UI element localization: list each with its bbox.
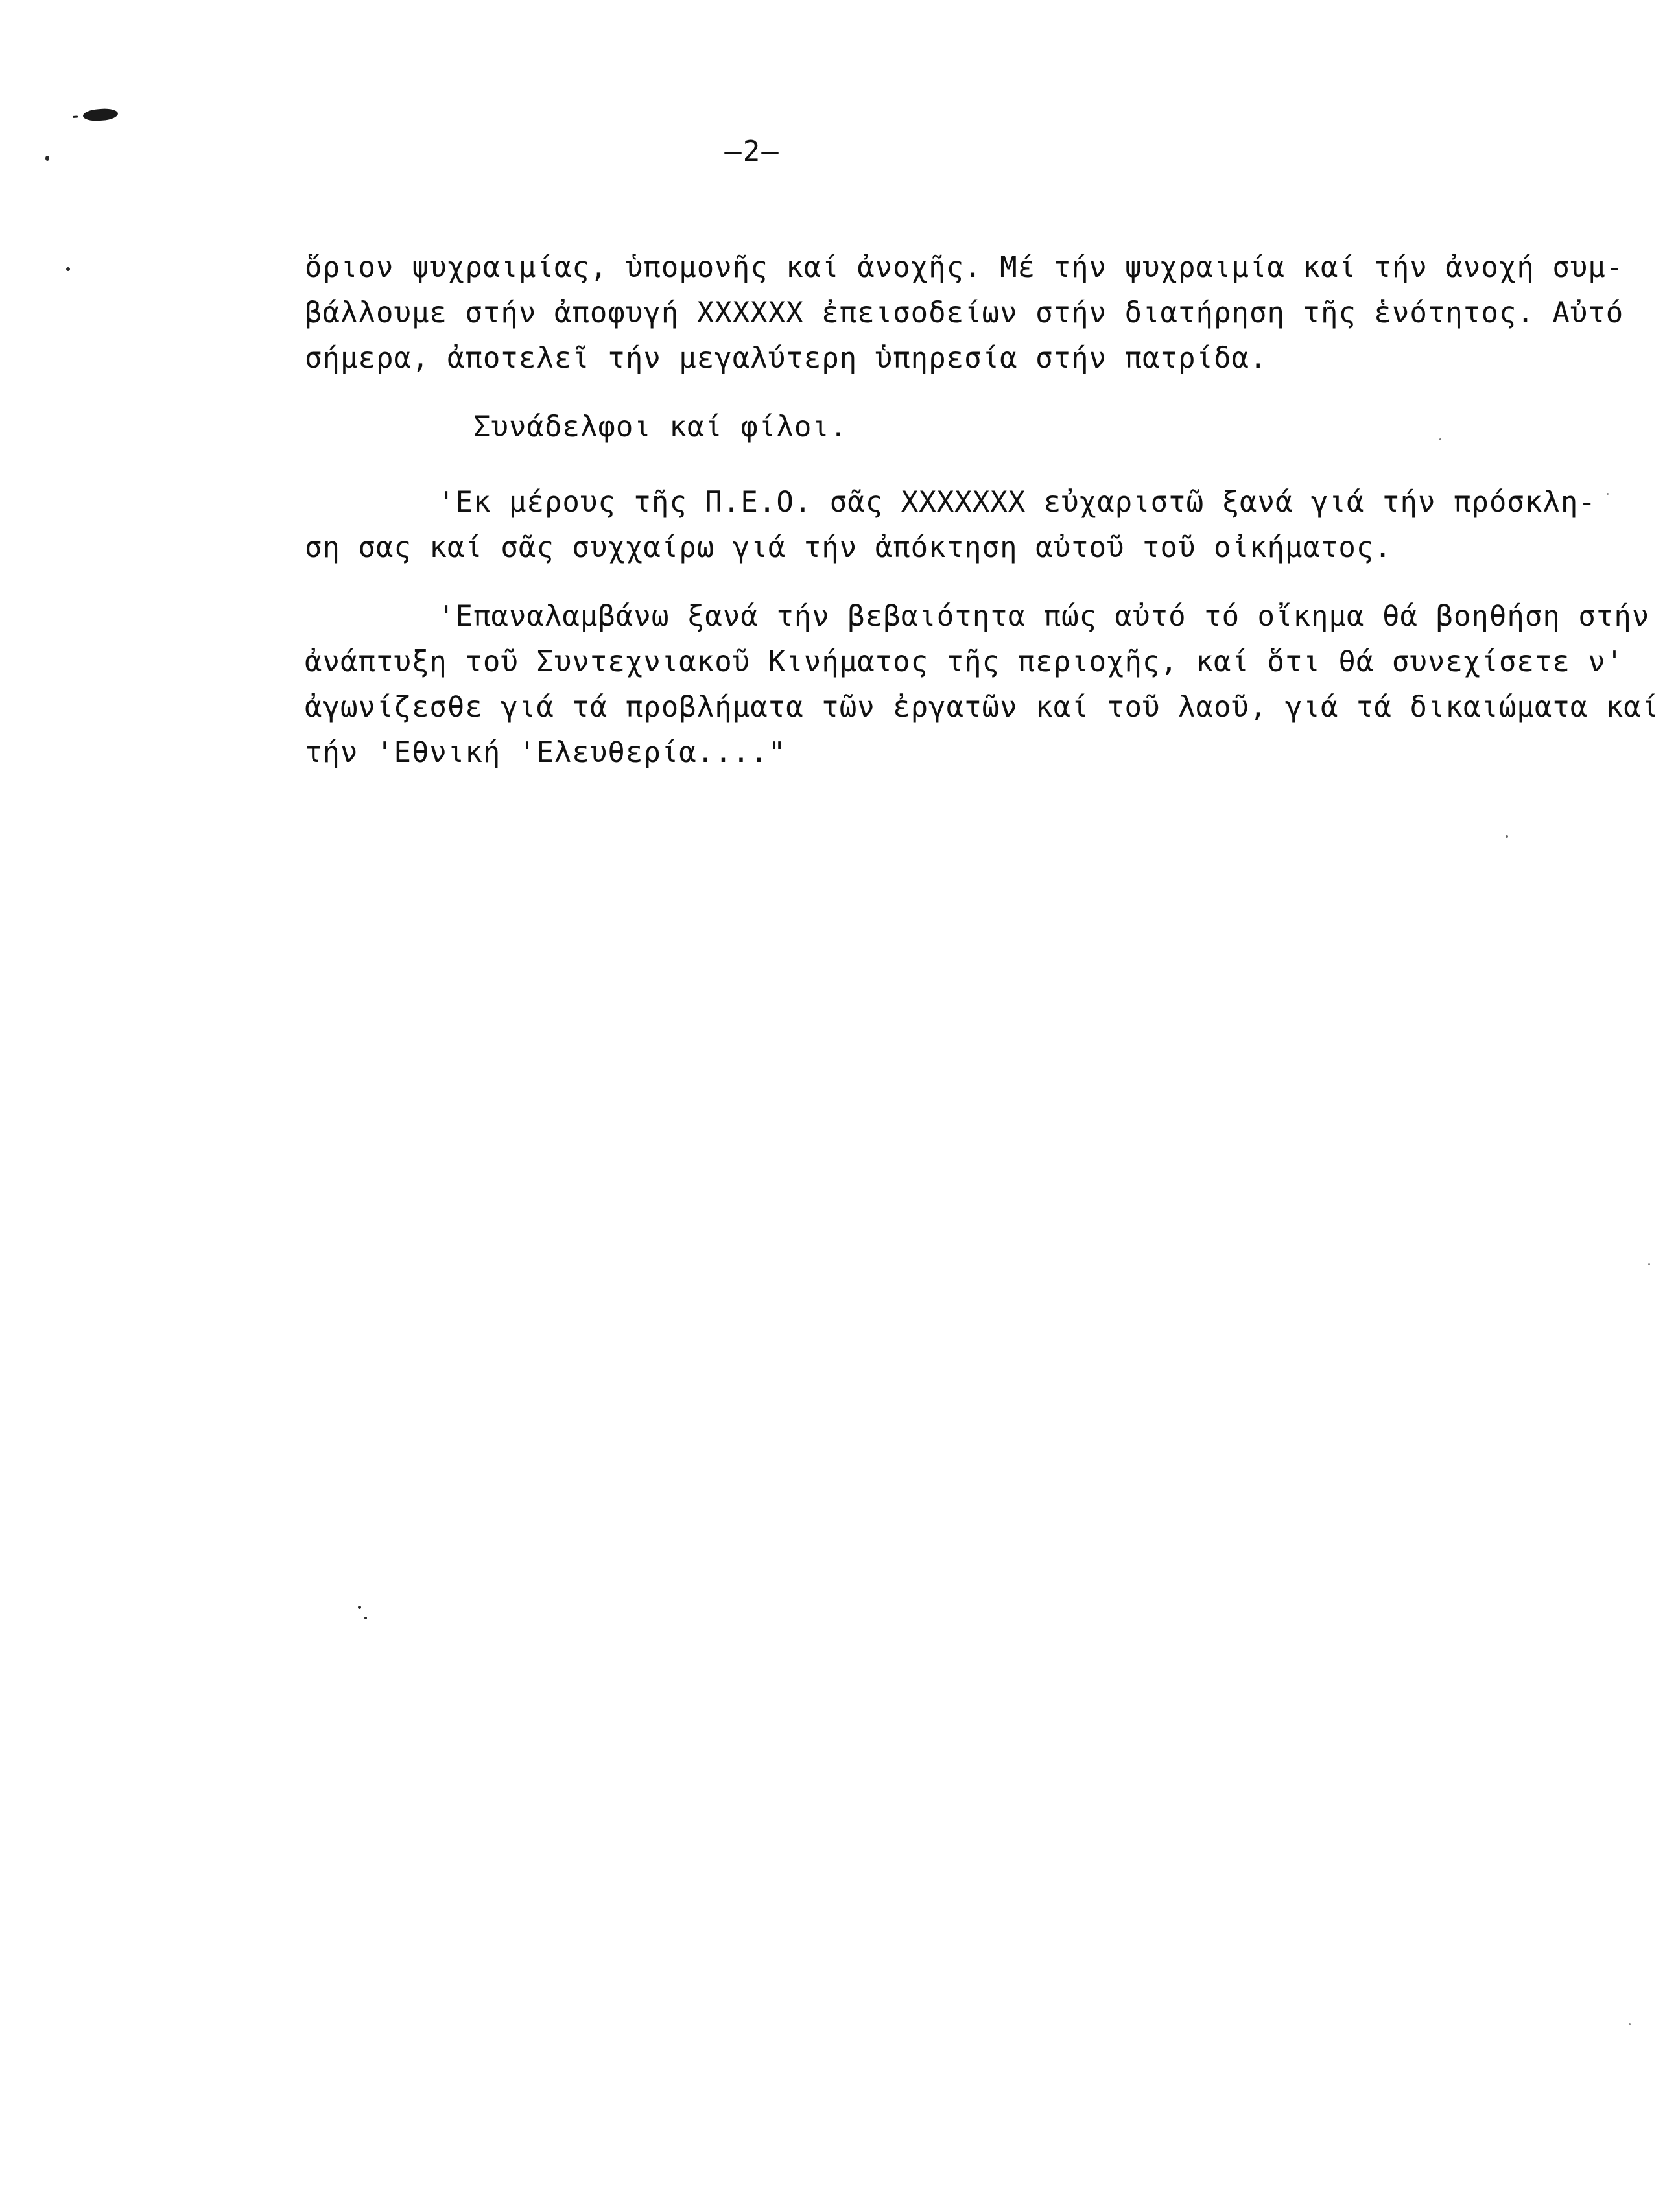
text-line: βάλλουμε στήν ἀποφυγή ΧΧΧΧΧΧ ἐπεισοδείων στήν διατήρηση τῆς ἑνότητος. Αὐτό xyxy=(305,296,1624,329)
ink-smudge xyxy=(82,108,118,122)
ink-speck xyxy=(1648,1263,1650,1265)
paragraph xyxy=(305,249,1624,385)
ink-speck xyxy=(45,156,49,161)
ink-speck xyxy=(1629,2023,1631,2025)
text-line: 'Εκ μέρους τῆς Π.Ε.Ο. σᾶς ΧΧΧΧΧΧΧ εὐχαριστῶ ξανά γιά τήν πρόσκλη- xyxy=(438,486,1596,519)
ink-speck xyxy=(1506,835,1508,838)
text-line: σήμερα, ἀποτελεῖ τήν μεγαλύτερη ὑπηρεσία στήν πατρίδα. xyxy=(305,342,1268,375)
text-line: ἀγωνίζεσθε γιά τά προβλήματα τῶν ἐργατῶν καί τοῦ λαοῦ, γιά τά δικαιώματα καί xyxy=(305,691,1660,724)
text-line: ση σας καί σᾶς συχχαίρω γιά τήν ἀπόκτηση αὐτοῦ τοῦ οἰκήματος. xyxy=(305,531,1392,564)
salutation xyxy=(305,409,1614,454)
paragraph xyxy=(305,598,1660,779)
text-line: 'Επαναλαμβάνω ξανά τήν βεβαιότητα πώς αὐτό τό οἴκημα θά βοηθήση στήν xyxy=(438,600,1650,633)
ink-speck xyxy=(66,267,70,271)
ink-speck xyxy=(358,1606,361,1609)
text-line: Συνάδελφοι καί φίλοι. xyxy=(473,410,848,444)
text-line: ὅριον ψυχραιμίας, ὑπομονῆς καί ἀνοχῆς. Μέ τήν ψυχραιμία καί τήν ἀνοχή συμ- xyxy=(305,251,1624,284)
page-number: —2— xyxy=(724,135,780,168)
text-line: τήν 'Εθνική 'Ελευθερία...." xyxy=(305,736,786,769)
ink-speck xyxy=(364,1617,367,1619)
paragraph xyxy=(305,484,1614,575)
text-line: ἀνάπτυξη τοῦ Συντεχνιακοῦ Κινήματος τῆς περιοχῆς, καί ὅτι θά συνεχίσετε ν' xyxy=(305,645,1624,678)
